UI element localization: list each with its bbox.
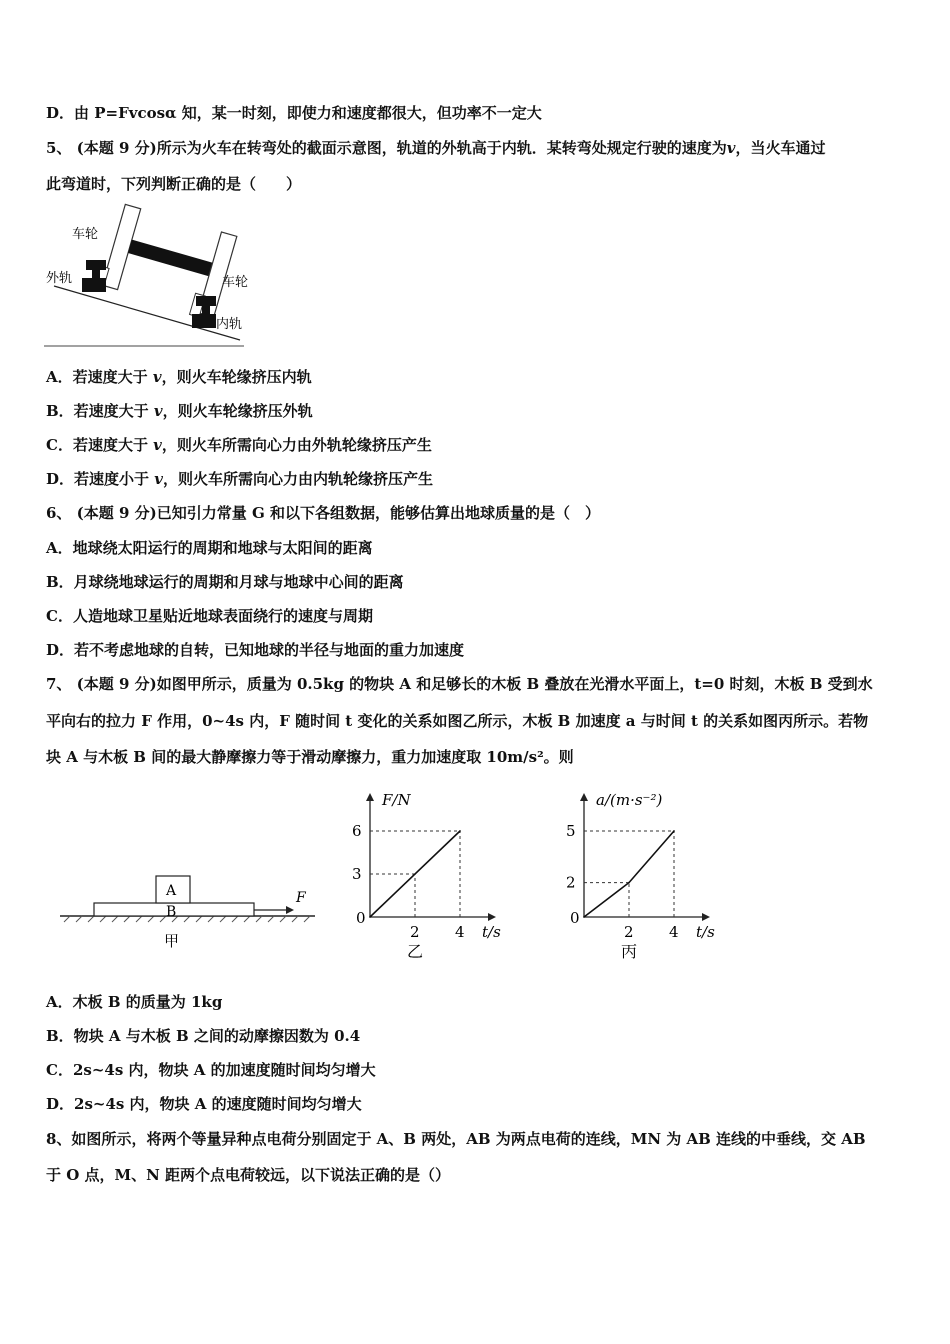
label-force-f: F bbox=[296, 890, 306, 906]
chart0-y-tick-label: 6 bbox=[352, 822, 362, 840]
q6-option-b: B．月球绕地球运行的周期和月球与地球中心间的距离 bbox=[46, 573, 404, 591]
q6-option-d: D．若不考虑地球的自转，已知地球的半径与地面的重力加速度 bbox=[46, 641, 465, 659]
q7-option-a: A．木板 B 的质量为 1kg bbox=[46, 993, 223, 1011]
chart0-data-point bbox=[369, 916, 371, 918]
q5-option-c-post: ，则火车所需向心力由外轨轮缘挤压产生 bbox=[161, 436, 432, 454]
q5-option-b-v: v bbox=[153, 402, 163, 420]
q5-option-b-pre: B．若速度大于 bbox=[46, 402, 154, 420]
chart1-y-axis-arrow bbox=[580, 793, 588, 801]
chart1-x-axis-arrow bbox=[702, 913, 710, 921]
q5-option-d-post: ，则火车所需向心力由内轨轮缘挤压产生 bbox=[162, 470, 433, 488]
q5-option-c-v: v bbox=[153, 436, 162, 454]
caption-jia: 甲 bbox=[164, 932, 180, 950]
label-outer-rail: 外轨 bbox=[46, 271, 73, 286]
label-inner-rail: 内轨 bbox=[216, 317, 243, 332]
ground-hatching bbox=[64, 916, 310, 922]
chart1-data-point bbox=[583, 916, 585, 918]
q5-option-d-pre: D．若速度小于 bbox=[46, 470, 155, 488]
chart-bing bbox=[556, 780, 746, 970]
axle bbox=[128, 240, 213, 277]
q7-option-b: B．物块 A 与木板 B 之间的动摩擦因数为 0.4 bbox=[46, 1027, 361, 1045]
q5-option-a bbox=[46, 366, 312, 387]
chart1-x-axis-label: t/s bbox=[696, 923, 715, 941]
chart0-x-axis-label: t/s bbox=[482, 923, 501, 941]
chart1-data-point bbox=[628, 882, 630, 884]
q4-option-d: D．由 P=Fvcosα 知，某一时刻，即使力和速度都很大，但功率不一定大 bbox=[46, 104, 542, 122]
figure-jia bbox=[60, 860, 330, 960]
chart1-origin-label: 0 bbox=[570, 909, 580, 927]
chart1-y-axis-label: a/(m·s⁻²) bbox=[596, 791, 663, 809]
chart1-x-tick-label: 4 bbox=[669, 923, 679, 941]
q5-stem-b: ，当火车通过 bbox=[735, 139, 826, 157]
q6-stem: 6、 (本题 9 分)已知引力常量 G 和以下各组数据，能够估算出地球质量的是（ ） bbox=[46, 504, 600, 522]
q5-stem-line2: 此弯道时，下列判断正确的是（ ） bbox=[46, 175, 302, 193]
q5-option-a-post: ，则火车轮缘挤压内轨 bbox=[161, 368, 312, 386]
q8-stem-line1: 8、如图所示，将两个等量异种点电荷分别固定于 A、B 两处，AB 为两点电荷的连线，MN 为 AB 连线的中垂线，交 AB bbox=[46, 1130, 866, 1148]
chart-yi bbox=[342, 780, 522, 970]
chart0-y-tick-label: 3 bbox=[352, 865, 362, 883]
chart0-y-axis-label: F/N bbox=[382, 791, 411, 809]
label-wheel-right: 车轮 bbox=[222, 275, 249, 290]
chart1-y-tick-label: 5 bbox=[566, 822, 576, 840]
q5-option-b-post: ，则火车轮缘挤压外轨 bbox=[162, 402, 313, 420]
force-arrow-head bbox=[286, 906, 294, 914]
q7-stem-line1: 7、 (本题 9 分)如图甲所示，质量为 0.5kg 的物块 A 和足够长的木板 B 叠放在光滑水平面上，t=0 时刻，木板 B 受到水 bbox=[46, 675, 873, 693]
chart0-y-axis-arrow bbox=[366, 793, 374, 801]
q5-option-d bbox=[46, 468, 433, 489]
chart1-x-tick-label: 2 bbox=[624, 923, 634, 941]
chart0-origin-label: 0 bbox=[356, 909, 366, 927]
q5-option-a-pre: A．若速度大于 bbox=[46, 368, 153, 386]
q5-option-c bbox=[46, 434, 432, 455]
q5-option-d-v: v bbox=[154, 470, 163, 488]
q5-stem-v: v bbox=[726, 139, 736, 157]
q7-stem-line3: 块 A 与木板 B 间的最大静摩擦力等于滑动摩擦力，重力加速度取 10m/s²。则 bbox=[46, 748, 574, 766]
label-block-a: A bbox=[166, 883, 177, 899]
q6-option-c: C．人造地球卫星贴近地球表面绕行的速度与周期 bbox=[46, 607, 373, 625]
q7-option-d: D．2s~4s 内，物块 A 的速度随时间均匀增大 bbox=[46, 1095, 362, 1113]
chart1-caption: 丙 bbox=[621, 942, 638, 961]
label-wheel-top: 车轮 bbox=[72, 227, 99, 242]
q7-option-c: C．2s~4s 内，物块 A 的加速度随时间均匀增大 bbox=[46, 1061, 376, 1079]
q7-stem-line2: 平向右的拉力 F 作用，0~4s 内，F 随时间 t 变化的关系如图乙所示，木板 B 加速度 a 与时间 t 的关系如图丙所示。若物 bbox=[46, 712, 869, 730]
chart0-caption: 乙 bbox=[407, 942, 424, 961]
chart0-data-point bbox=[459, 830, 461, 832]
train-cross-section-figure bbox=[44, 200, 254, 348]
q5-option-c-pre: C．若速度大于 bbox=[46, 436, 154, 454]
q5-option-a-v: v bbox=[152, 368, 162, 386]
chart1-data-point bbox=[673, 830, 675, 832]
q8-stem-line2: 于 O 点，M、N 距两个点电荷较远，以下说法正确的是（） bbox=[46, 1166, 451, 1184]
q5-option-b bbox=[46, 400, 313, 421]
chart0-x-tick-label: 2 bbox=[410, 923, 420, 941]
label-board-b: B bbox=[166, 904, 177, 920]
chart0-x-tick-label: 4 bbox=[455, 923, 465, 941]
q6-option-a: A．地球绕太阳运行的周期和地球与太阳间的距离 bbox=[46, 539, 373, 557]
chart0-x-axis-arrow bbox=[488, 913, 496, 921]
chart1-y-tick-label: 2 bbox=[566, 873, 576, 892]
q5-stem bbox=[46, 137, 825, 158]
q5-stem-a: 5、 (本题 9 分)所示为火车在转弯处的截面示意图，轨道的外轨高于内轨．某转弯处规定行驶的速度为 bbox=[46, 139, 727, 157]
